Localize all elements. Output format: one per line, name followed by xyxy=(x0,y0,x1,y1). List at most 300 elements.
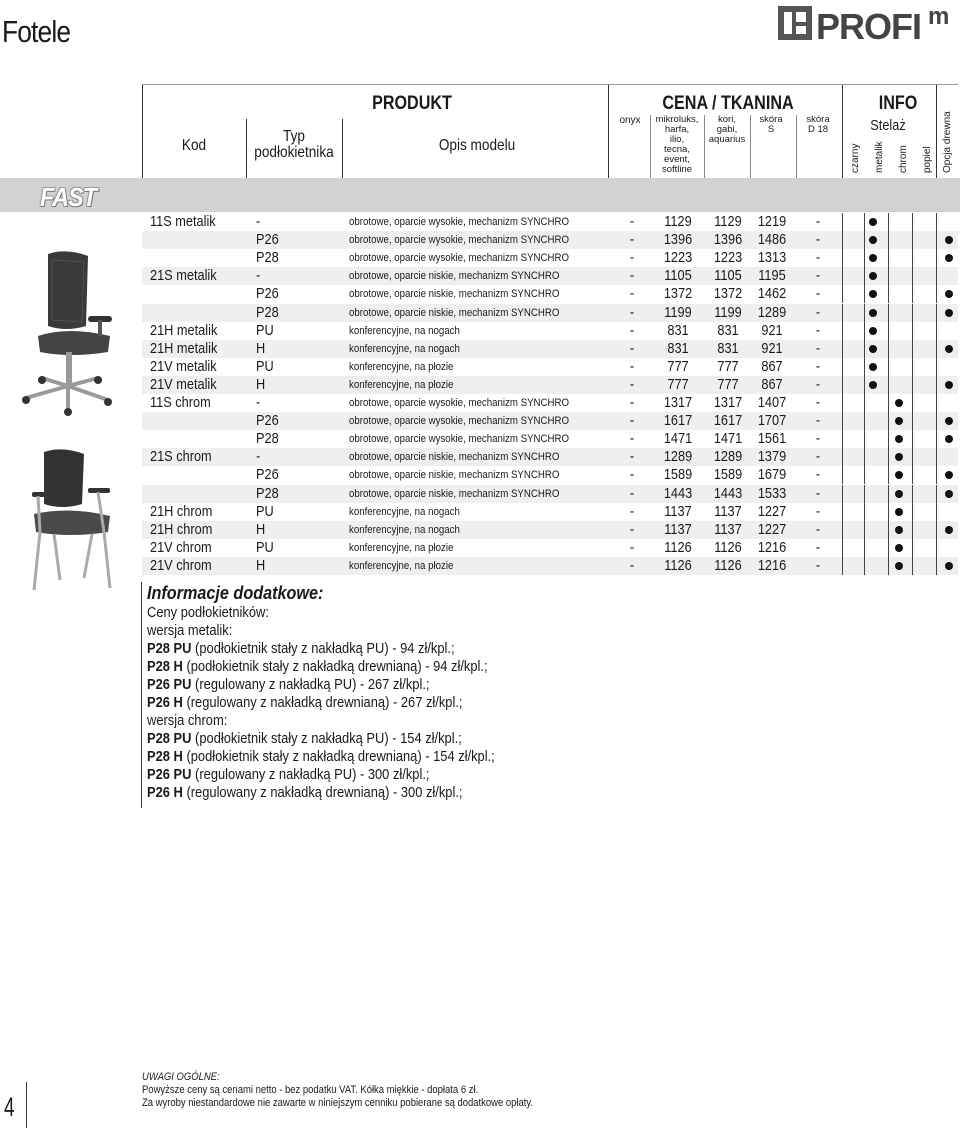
row-kod: 21V metalik xyxy=(150,375,217,393)
grid-line xyxy=(842,521,843,539)
table-row xyxy=(142,231,958,249)
grid-line xyxy=(888,249,889,267)
row-opis: konferencyjne, na płozie xyxy=(349,378,454,391)
row-price-skora-s: 1227 xyxy=(757,502,787,520)
row-opis: obrotowe, oparcie niskie, mechanizm SYNCHRO xyxy=(349,270,560,283)
table-row xyxy=(142,358,958,376)
grid-line xyxy=(888,394,889,412)
row-opis: obrotowe, oparcie wysokie, mechanizm SYNCHRO xyxy=(349,415,570,428)
info-line xyxy=(147,748,495,766)
header-info: INFO xyxy=(878,93,918,114)
page-title: Fotele xyxy=(2,14,71,49)
grid-line xyxy=(864,557,865,575)
row-onyx: - xyxy=(629,520,635,538)
row-typ: P28 xyxy=(256,430,279,448)
row-price-skora-s: 1313 xyxy=(757,249,787,267)
row-onyx: - xyxy=(629,448,635,466)
row-price-skora-d18: - xyxy=(815,538,821,556)
grid-line xyxy=(936,539,937,557)
availability-dot-icon xyxy=(869,309,877,317)
grid-line xyxy=(864,466,865,484)
row-price-skora-d18: - xyxy=(815,321,821,339)
grid-line xyxy=(936,466,937,484)
row-kod: 21V metalik xyxy=(150,357,217,375)
grid-line xyxy=(864,412,865,430)
row-price-skora-d18: - xyxy=(815,375,821,393)
row-price-skora-s: 921 xyxy=(761,321,783,339)
info-line-text: wersja chrom: xyxy=(147,712,228,729)
info-line-text: (regulowany z nakładką drewnianą) - 300 zł/kpl.; xyxy=(182,784,463,801)
grid-line xyxy=(842,539,843,557)
row-typ: H xyxy=(256,375,266,393)
info-line-text: (podłokietnik stały z nakładką drewnianą) - 94 zł/kpl.; xyxy=(182,658,488,675)
row-price-skora-s: 1216 xyxy=(757,538,787,556)
row-price-skora-s: 1707 xyxy=(757,412,787,430)
grid-line xyxy=(842,249,843,267)
row-price-kori: 1126 xyxy=(714,556,742,574)
info-line-code: P28 PU xyxy=(147,730,192,747)
table-row xyxy=(142,394,958,412)
header-onyx: onyx xyxy=(619,115,641,126)
availability-dot-icon xyxy=(945,526,953,534)
info-line-text: (regulowany z nakładką drewnianą) - 267 zł/kpl.; xyxy=(182,694,463,711)
grid-line xyxy=(912,267,913,285)
grid-line xyxy=(888,539,889,557)
row-price-skora-s: 1407 xyxy=(757,394,787,411)
row-opis: obrotowe, oparcie wysokie, mechanizm SYNCHRO xyxy=(349,216,570,228)
row-onyx: - xyxy=(629,321,635,339)
info-line xyxy=(147,730,495,748)
row-price-kori: 1126 xyxy=(714,538,742,556)
grid-line xyxy=(864,340,865,358)
grid-line xyxy=(936,340,937,358)
row-price-skora-d18: - xyxy=(815,357,821,375)
grid-line xyxy=(888,285,889,303)
grid-line xyxy=(888,231,889,249)
header-mikroluks-line: tecna, xyxy=(664,144,690,155)
info-line-text: Ceny podłokietników: xyxy=(147,604,269,621)
grid-line xyxy=(888,358,889,376)
row-price-kori: 777 xyxy=(717,357,739,375)
section-band xyxy=(0,178,960,212)
header-kod: Kod xyxy=(181,137,207,154)
row-onyx: - xyxy=(629,249,635,267)
info-line xyxy=(147,604,495,622)
grid-line xyxy=(842,503,843,521)
row-opis: konferencyjne, na płozie xyxy=(349,360,454,373)
grid-line xyxy=(912,231,913,249)
row-typ: P26 xyxy=(256,285,279,303)
grid-line xyxy=(936,503,937,521)
grid-line xyxy=(936,485,937,503)
row-price-kori: 1199 xyxy=(714,303,742,321)
row-opis: konferencyjne, na nogach xyxy=(349,523,460,536)
header-mikroluks-line: softline xyxy=(661,164,693,175)
info-line xyxy=(147,658,495,676)
grid-line xyxy=(912,539,913,557)
row-onyx: - xyxy=(629,267,635,285)
row-onyx: - xyxy=(629,357,635,375)
row-price-kori: 1471 xyxy=(713,430,743,448)
header-produkt: PRODUKT xyxy=(372,93,452,114)
row-price-mikroluks: 1105 xyxy=(664,267,692,285)
grid-line xyxy=(842,213,843,231)
grid-line xyxy=(842,466,843,484)
grid-line xyxy=(842,448,843,466)
row-typ: PU xyxy=(256,321,274,339)
table-row xyxy=(142,249,958,267)
row-price-skora-s: 1533 xyxy=(757,484,787,502)
grid-line xyxy=(864,304,865,322)
row-price-skora-d18: - xyxy=(815,520,821,538)
availability-dot-icon xyxy=(895,435,903,443)
row-typ: PU xyxy=(256,502,274,520)
row-typ: - xyxy=(256,448,261,466)
row-price-skora-d18: - xyxy=(815,339,821,357)
table-row xyxy=(142,521,958,539)
info-line-code: P28 PU xyxy=(147,640,192,657)
grid-line xyxy=(864,213,865,231)
grid-line xyxy=(912,557,913,575)
table-row xyxy=(142,322,958,340)
row-price-kori: 1317 xyxy=(713,394,743,411)
grid-line xyxy=(912,412,913,430)
header-rotated-0: czarny xyxy=(850,143,861,173)
row-onyx: - xyxy=(629,466,635,484)
row-onyx: - xyxy=(629,213,635,230)
row-kod: 21V chrom xyxy=(150,538,212,556)
info-line-code: P26 PU xyxy=(147,676,192,693)
row-opis: obrotowe, oparcie wysokie, mechanizm SYNCHRO xyxy=(349,433,570,446)
header-rotated-1: metalik xyxy=(874,141,885,173)
header-opis: Opis modelu xyxy=(438,137,516,154)
grid-line xyxy=(864,358,865,376)
row-typ: - xyxy=(256,267,261,285)
header-rotated-4: Opcja drewna xyxy=(942,111,953,173)
row-price-mikroluks: 1137 xyxy=(664,502,692,520)
footer-divider xyxy=(26,1082,27,1128)
row-opis: obrotowe, oparcie niskie, mechanizm SYNCHRO xyxy=(349,469,560,482)
row-kod: 21S chrom xyxy=(150,448,212,466)
availability-dot-icon xyxy=(945,490,953,498)
row-price-mikroluks: 1396 xyxy=(663,231,693,249)
header-skora-d18 xyxy=(794,115,842,135)
table-row xyxy=(142,376,958,394)
row-onyx: - xyxy=(629,339,635,357)
header-stelaz: Stelaż xyxy=(870,117,906,134)
availability-dot-icon xyxy=(945,471,953,479)
row-kod: 21S metalik xyxy=(150,267,217,285)
info-line-text: (podłokietnik stały z nakładką drewnianą) - 154 zł/kpl.; xyxy=(182,748,495,765)
row-price-kori: 1137 xyxy=(714,520,742,538)
general-notes xyxy=(142,1071,597,1110)
row-price-skora-s: 1195 xyxy=(758,267,786,285)
availability-dot-icon xyxy=(945,309,953,317)
row-price-skora-s: 1486 xyxy=(757,231,787,249)
row-opis: obrotowe, oparcie niskie, mechanizm SYNCHRO xyxy=(349,306,560,319)
availability-dot-icon xyxy=(895,399,903,407)
availability-dot-icon xyxy=(895,417,903,425)
availability-dot-icon xyxy=(895,453,903,461)
grid-line xyxy=(912,249,913,267)
row-onyx: - xyxy=(629,375,635,393)
row-typ: PU xyxy=(256,538,274,556)
row-price-skora-d18: - xyxy=(815,466,821,484)
row-price-mikroluks: 1617 xyxy=(663,412,693,430)
availability-dot-icon xyxy=(945,435,953,443)
row-price-kori: 1396 xyxy=(713,231,743,249)
row-onyx: - xyxy=(629,303,635,321)
row-price-skora-s: 867 xyxy=(761,375,783,393)
header-kori-line: gabi, xyxy=(716,124,738,135)
grid-line xyxy=(888,322,889,340)
row-typ: - xyxy=(256,394,261,411)
row-kod: 21V chrom xyxy=(150,556,212,574)
grid-line xyxy=(842,322,843,340)
row-price-skora-d18: - xyxy=(815,249,821,267)
grid-line xyxy=(936,249,937,267)
info-line-code: P26 H xyxy=(147,694,183,711)
row-price-kori: 1589 xyxy=(713,466,743,484)
grid-line xyxy=(936,267,937,285)
table-row xyxy=(142,304,958,322)
row-price-mikroluks: 1199 xyxy=(664,303,692,321)
table-row xyxy=(142,539,958,557)
row-price-mikroluks: 1471 xyxy=(663,430,693,448)
grid-line xyxy=(936,358,937,376)
row-price-kori: 1105 xyxy=(714,267,742,285)
info-line-text: (regulowany z nakładką PU) - 300 zł/kpl.; xyxy=(191,766,430,783)
header-skora-d18-line: D 18 xyxy=(807,124,829,135)
row-price-skora-d18: - xyxy=(815,412,821,430)
row-price-skora-d18: - xyxy=(815,448,821,466)
table-row xyxy=(142,267,958,285)
availability-dot-icon xyxy=(869,218,877,226)
grid-line xyxy=(842,267,843,285)
row-price-mikroluks: 777 xyxy=(667,357,689,375)
row-opis: konferencyjne, na nogach xyxy=(349,324,460,337)
svg-text:PROFI: PROFI xyxy=(816,6,922,44)
row-onyx: - xyxy=(629,285,635,303)
additional-info xyxy=(147,582,551,802)
row-typ: H xyxy=(256,520,266,538)
row-onyx: - xyxy=(629,394,635,411)
header-skora-d18-line: skóra xyxy=(806,114,830,125)
row-onyx: - xyxy=(629,412,635,430)
row-typ: P26 xyxy=(256,466,279,484)
grid-line xyxy=(912,304,913,322)
grid-line xyxy=(936,322,937,340)
grid-line xyxy=(842,340,843,358)
row-price-skora-d18: - xyxy=(815,502,821,520)
grid-line xyxy=(912,322,913,340)
row-price-skora-d18: - xyxy=(815,285,821,303)
availability-dot-icon xyxy=(945,562,953,570)
row-price-mikroluks: 1129 xyxy=(664,213,692,230)
grid-line xyxy=(842,285,843,303)
grid-line xyxy=(936,430,937,448)
grid-line xyxy=(936,304,937,322)
header-cena: CENA / TKANINA xyxy=(662,93,794,114)
grid-line xyxy=(936,376,937,394)
chair-photo-swivel xyxy=(8,240,134,420)
row-price-kori: 1137 xyxy=(714,502,742,520)
table-row xyxy=(142,213,958,231)
header-kori xyxy=(702,115,752,145)
grid-line xyxy=(912,285,913,303)
grid-line xyxy=(936,213,937,231)
row-price-skora-s: 1227 xyxy=(757,520,787,538)
grid-line xyxy=(912,213,913,231)
info-line-text: (podłokietnik stały z nakładką PU) - 154 zł/kpl.; xyxy=(191,730,462,747)
row-opis: konferencyjne, na płozie xyxy=(349,559,454,572)
grid-line xyxy=(936,412,937,430)
row-price-kori: 831 xyxy=(717,321,739,339)
info-title: Informacje dodatkowe: xyxy=(147,583,324,603)
info-line xyxy=(147,712,495,730)
grid-line xyxy=(864,376,865,394)
header-typ-line1: Typ xyxy=(283,128,305,145)
grid-line xyxy=(912,466,913,484)
grid-line xyxy=(864,322,865,340)
grid-line xyxy=(912,340,913,358)
table-row xyxy=(142,285,958,303)
grid-line xyxy=(864,430,865,448)
row-price-skora-d18: - xyxy=(815,394,821,411)
table-row xyxy=(142,430,958,448)
header-typ-line2: podłokietnika xyxy=(254,144,334,161)
notes-title: UWAGI OGÓLNE: xyxy=(142,1071,220,1083)
row-typ: - xyxy=(256,213,261,230)
table-header xyxy=(142,84,958,179)
row-price-skora-s: 1379 xyxy=(757,448,787,466)
row-price-skora-d18: - xyxy=(815,484,821,502)
row-price-mikroluks: 831 xyxy=(667,321,689,339)
row-kod: 21H metalik xyxy=(150,339,218,357)
row-price-skora-s: 1561 xyxy=(757,430,787,448)
info-line-text: (regulowany z nakładką PU) - 267 zł/kpl.; xyxy=(191,676,430,693)
table-row xyxy=(142,485,958,503)
table-row xyxy=(142,412,958,430)
availability-dot-icon xyxy=(869,345,877,353)
row-price-skora-s: 867 xyxy=(761,357,783,375)
section-label: FAST xyxy=(40,182,97,212)
grid-line xyxy=(912,448,913,466)
row-price-mikroluks: 1223 xyxy=(663,249,693,267)
row-opis: obrotowe, oparcie niskie, mechanizm SYNCHRO xyxy=(349,487,560,500)
table-row xyxy=(142,466,958,484)
grid-line xyxy=(888,267,889,285)
info-line-code: P26 PU xyxy=(147,766,192,783)
availability-dot-icon xyxy=(895,490,903,498)
table-row xyxy=(142,340,958,358)
chair-photo-conference xyxy=(14,440,134,600)
grid-line xyxy=(936,394,937,412)
header-mikroluks-line: harfa, xyxy=(664,124,690,135)
grid-line xyxy=(842,557,843,575)
row-price-mikroluks: 1126 xyxy=(664,556,692,574)
row-price-mikroluks: 777 xyxy=(667,375,689,393)
row-typ: PU xyxy=(256,357,274,375)
grid-line xyxy=(912,430,913,448)
grid-line xyxy=(864,231,865,249)
header-mikroluks xyxy=(650,115,704,175)
notes-line: Za wyroby niestandardowe nie zawarte w niniejszym cenniku pobierane są dodatkowe opłaty. xyxy=(142,1097,534,1109)
row-onyx: - xyxy=(629,430,635,448)
info-line xyxy=(147,784,495,802)
row-onyx: - xyxy=(629,231,635,249)
row-price-skora-s: 1462 xyxy=(757,285,787,303)
row-price-skora-s: 1219 xyxy=(757,213,787,230)
grid-line xyxy=(864,249,865,267)
row-opis: obrotowe, oparcie niskie, mechanizm SYNCHRO xyxy=(349,288,560,301)
profim-logo xyxy=(776,2,958,44)
grid-line xyxy=(864,503,865,521)
row-kod: 21H chrom xyxy=(150,520,213,538)
row-opis: konferencyjne, na nogach xyxy=(349,505,460,518)
row-opis: konferencyjne, na nogach xyxy=(349,342,460,355)
row-price-skora-d18: - xyxy=(815,213,821,230)
row-price-skora-d18: - xyxy=(815,267,821,285)
info-line xyxy=(147,694,495,712)
grid-line xyxy=(912,376,913,394)
grid-line xyxy=(864,448,865,466)
page-number: 4 xyxy=(4,1092,15,1122)
header-skora-s-line: S xyxy=(767,124,775,135)
grid-line xyxy=(888,304,889,322)
row-typ: P28 xyxy=(256,303,279,321)
availability-dot-icon xyxy=(945,417,953,425)
grid-line xyxy=(888,557,889,575)
row-onyx: - xyxy=(629,484,635,502)
grid-line xyxy=(864,521,865,539)
availability-dot-icon xyxy=(895,526,903,534)
row-kod: 21H metalik xyxy=(150,321,218,339)
row-opis: obrotowe, oparcie wysokie, mechanizm SYNCHRO xyxy=(349,234,570,247)
header-skora-s-line: skóra xyxy=(759,114,783,125)
header-mikroluks-line: ilio, xyxy=(669,134,685,145)
row-typ: P28 xyxy=(256,249,279,267)
grid-line xyxy=(912,521,913,539)
grid-line xyxy=(888,430,889,448)
row-kod: 11S metalik xyxy=(150,213,216,230)
row-opis: konferencyjne, na płozie xyxy=(349,541,454,554)
row-price-mikroluks: 1589 xyxy=(663,466,693,484)
info-line xyxy=(147,640,495,658)
header-mikroluks-line: event, xyxy=(664,154,690,165)
header-rotated-3: popiel xyxy=(922,146,933,173)
grid-line xyxy=(842,394,843,412)
grid-line xyxy=(888,340,889,358)
availability-dot-icon xyxy=(895,562,903,570)
row-price-skora-d18: - xyxy=(815,556,821,574)
grid-line xyxy=(936,285,937,303)
row-price-skora-d18: - xyxy=(815,303,821,321)
grid-line xyxy=(842,304,843,322)
row-onyx: - xyxy=(629,556,635,574)
row-price-mikroluks: 1317 xyxy=(663,394,693,411)
row-price-mikroluks: 1289 xyxy=(663,448,693,466)
row-typ: P28 xyxy=(256,484,279,502)
row-typ: P26 xyxy=(256,231,279,249)
grid-line xyxy=(888,376,889,394)
availability-dot-icon xyxy=(869,290,877,298)
grid-line xyxy=(912,503,913,521)
row-opis: obrotowe, oparcie wysokie, mechanizm SYNCHRO xyxy=(349,397,570,409)
row-price-mikroluks: 1372 xyxy=(663,285,693,303)
availability-dot-icon xyxy=(869,363,877,371)
row-onyx: - xyxy=(629,502,635,520)
